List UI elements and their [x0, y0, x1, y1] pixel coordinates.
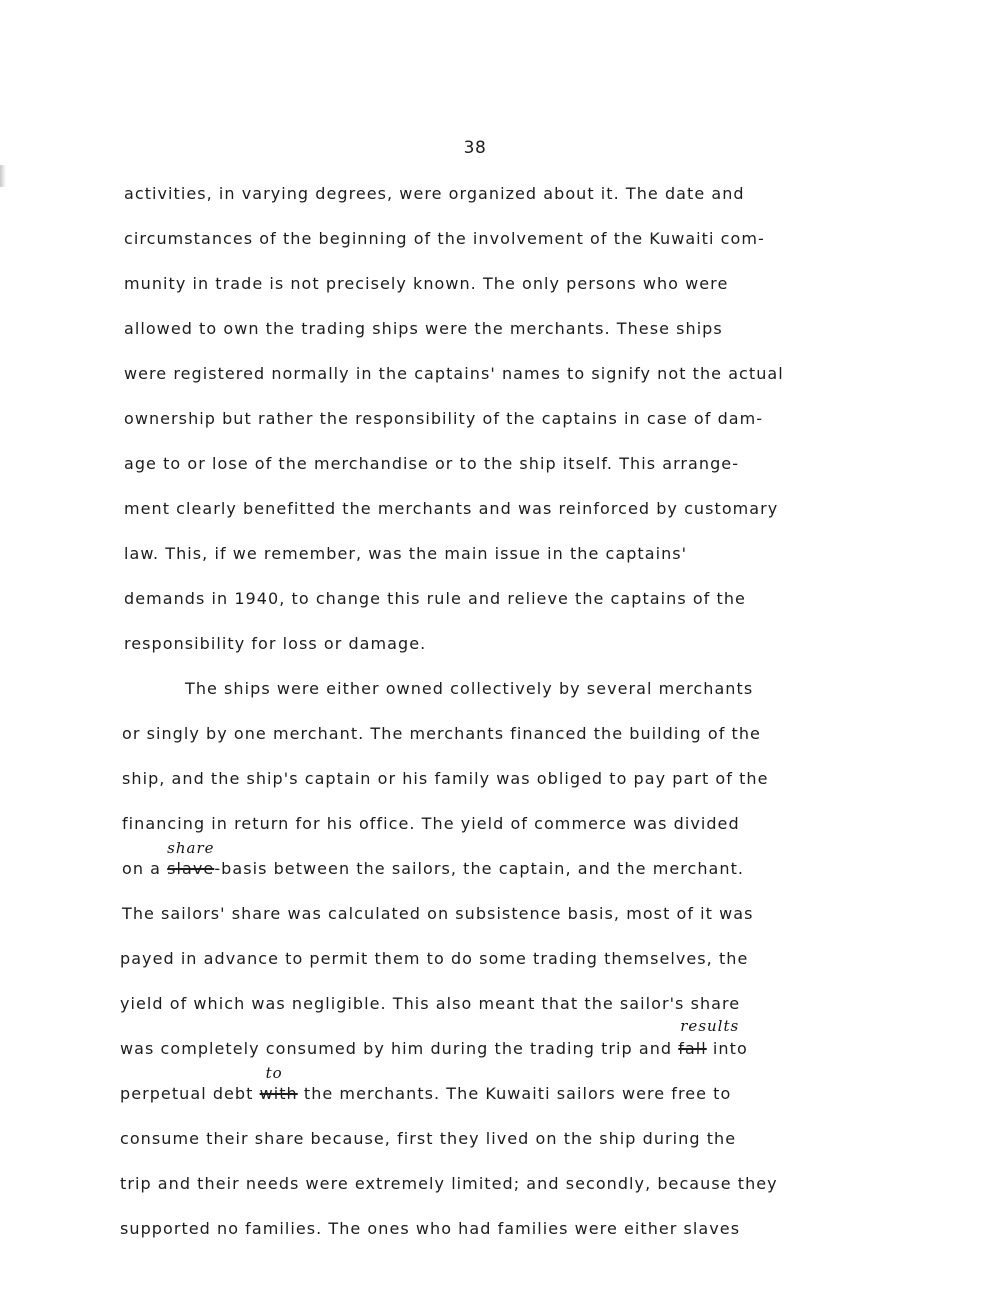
text-line: demands in 1940, to change this rule and relieve the captains of the — [124, 589, 746, 608]
text-line: law. This, if we remember, was the main issue in the captains' — [124, 544, 688, 563]
text-segment: the merchants. The Kuwaiti sailors were free to — [297, 1084, 732, 1103]
text-line: supported no families. The ones who had families were either slaves — [120, 1219, 741, 1238]
text-line: age to or lose of the merchandise or to the ship itself. This arrange- — [124, 454, 740, 473]
text-line: allowed to own the trading ships were the merchants. These ships — [124, 319, 723, 338]
struck-word: slave — [167, 859, 215, 878]
text-segment: on a — [122, 859, 168, 878]
text-line: responsibility for loss or damage. — [124, 634, 427, 653]
text-line: yield of which was negligible. This also meant that the sailor's share — [120, 994, 741, 1013]
text-line: ownership but rather the responsibility of the captains in case of dam- — [124, 409, 764, 428]
text-line: activities, in varying degrees, were organized about it. The date and — [124, 184, 745, 203]
handwritten-insertion: share — [167, 839, 215, 857]
text-line: financing in return for his office. The yield of commerce was divided — [122, 814, 740, 833]
scan-edge-mark — [0, 165, 6, 187]
handwritten-correction — [167, 839, 215, 878]
text-line: payed in advance to permit them to do some trading themselves, the — [120, 949, 749, 968]
handwritten-insertion: results — [680, 1017, 740, 1035]
handwritten-correction — [259, 1064, 298, 1103]
text-segment: -basis between the sailors, the captain, and the merchant. — [214, 859, 745, 878]
text-line-with-correction — [120, 1064, 732, 1103]
text-line: or singly by one merchant. The merchants financed the building of the — [122, 724, 761, 743]
text-segment: was completely consumed by him during the trading trip and — [120, 1039, 679, 1058]
handwritten-insertion: to — [265, 1064, 283, 1082]
page-number: 38 — [463, 138, 487, 158]
text-line: ship, and the ship's captain or his family was obliged to pay part of the — [122, 769, 769, 788]
text-line: munity in trade is not precisely known. The only persons who were — [124, 274, 729, 293]
text-line: trip and their needs were extremely limited; and secondly, because they — [120, 1174, 778, 1193]
paragraph-first-line: The ships were either owned collectively by several merchants — [185, 679, 754, 698]
text-line: The sailors' share was calculated on subsistence basis, most of it was — [122, 904, 754, 923]
text-line: were registered normally in the captains' names to signify not the actual — [124, 364, 784, 383]
text-line: circumstances of the beginning of the involvement of the Kuwaiti com- — [124, 229, 765, 248]
struck-word: fall — [678, 1039, 707, 1058]
text-segment: into — [706, 1039, 748, 1058]
text-segment: perpetual debt — [120, 1084, 260, 1103]
text-line: consume their share because, first they lived on the ship during the — [120, 1129, 737, 1148]
struck-word: with — [259, 1084, 298, 1103]
text-line: ment clearly benefitted the merchants and was reinforced by customary — [124, 499, 779, 518]
text-line-with-correction — [120, 1017, 748, 1058]
text-line-with-correction — [122, 839, 745, 878]
